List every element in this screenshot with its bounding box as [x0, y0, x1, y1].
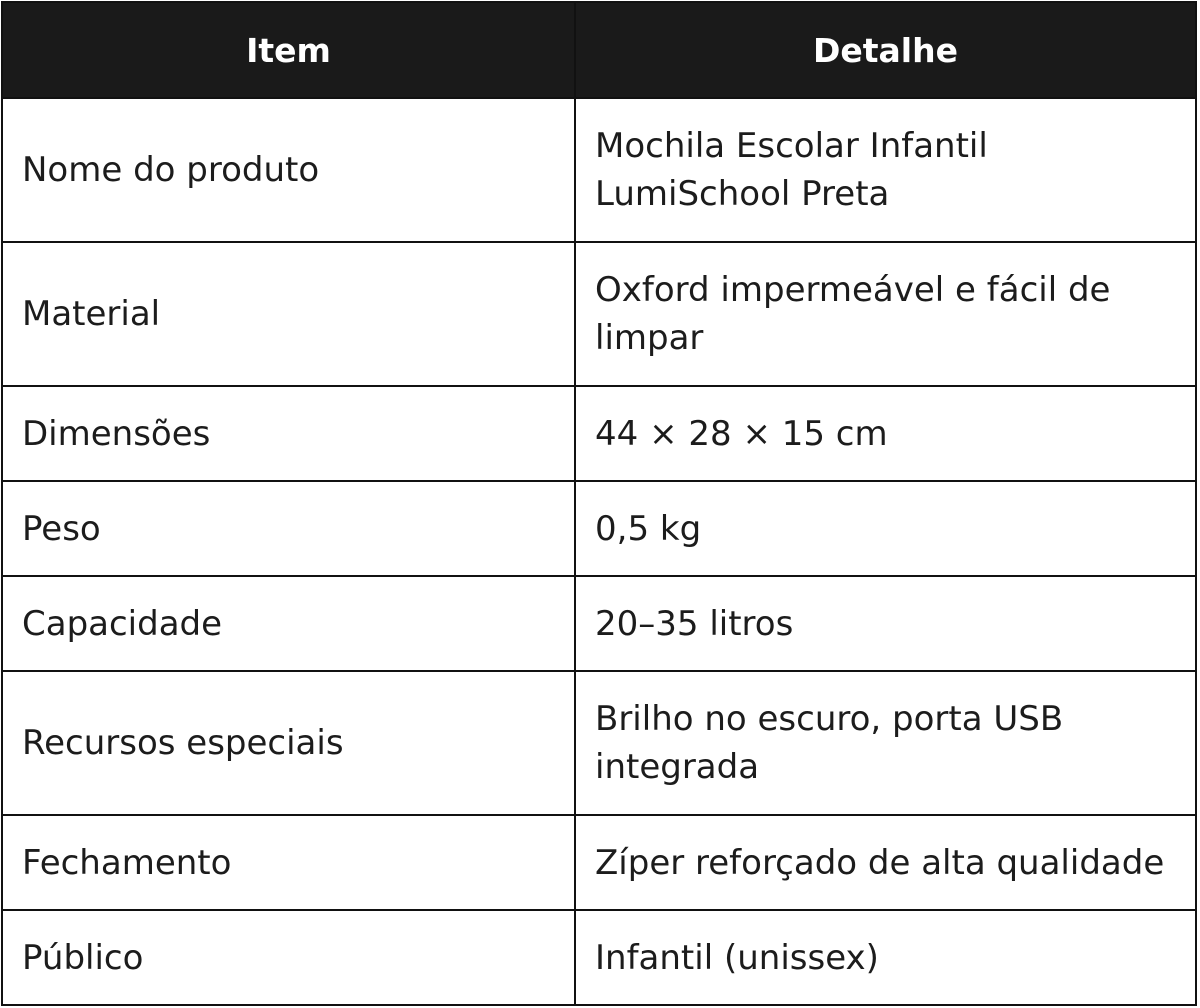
detail-cell: Mochila Escolar Infantil LumiSchool Preta: [575, 98, 1196, 242]
item-cell: Fechamento: [2, 815, 575, 910]
item-cell: Recursos especiais: [2, 671, 575, 815]
detail-cell: 44 × 28 × 15 cm: [575, 386, 1196, 481]
detail-cell: 20–35 litros: [575, 576, 1196, 671]
table-row: [2, 98, 1196, 242]
header-item: Item: [2, 2, 575, 98]
detail-cell: 0,5 kg: [575, 481, 1196, 576]
product-spec-table: [1, 1, 1197, 1006]
detail-cell: Oxford impermeável e fácil de limpar: [575, 242, 1196, 386]
detail-cell: Brilho no escuro, porta USB integrada: [575, 671, 1196, 815]
item-cell: Peso: [2, 481, 575, 576]
table-body: [2, 98, 1196, 1005]
table-row: [2, 671, 1196, 815]
table-row: [2, 386, 1196, 481]
table-row: [2, 910, 1196, 1005]
table-header: [2, 2, 1196, 98]
table-row: [2, 242, 1196, 386]
item-cell: Público: [2, 910, 575, 1005]
table-row: [2, 815, 1196, 910]
header-detail: Detalhe: [575, 2, 1196, 98]
table-row: [2, 576, 1196, 671]
item-cell: Nome do produto: [2, 98, 575, 242]
item-cell: Dimensões: [2, 386, 575, 481]
detail-cell: Infantil (unissex): [575, 910, 1196, 1005]
table-row: [2, 481, 1196, 576]
detail-cell: Zíper reforçado de alta qualidade: [575, 815, 1196, 910]
item-cell: Material: [2, 242, 575, 386]
item-cell: Capacidade: [2, 576, 575, 671]
header-row: [2, 2, 1196, 98]
